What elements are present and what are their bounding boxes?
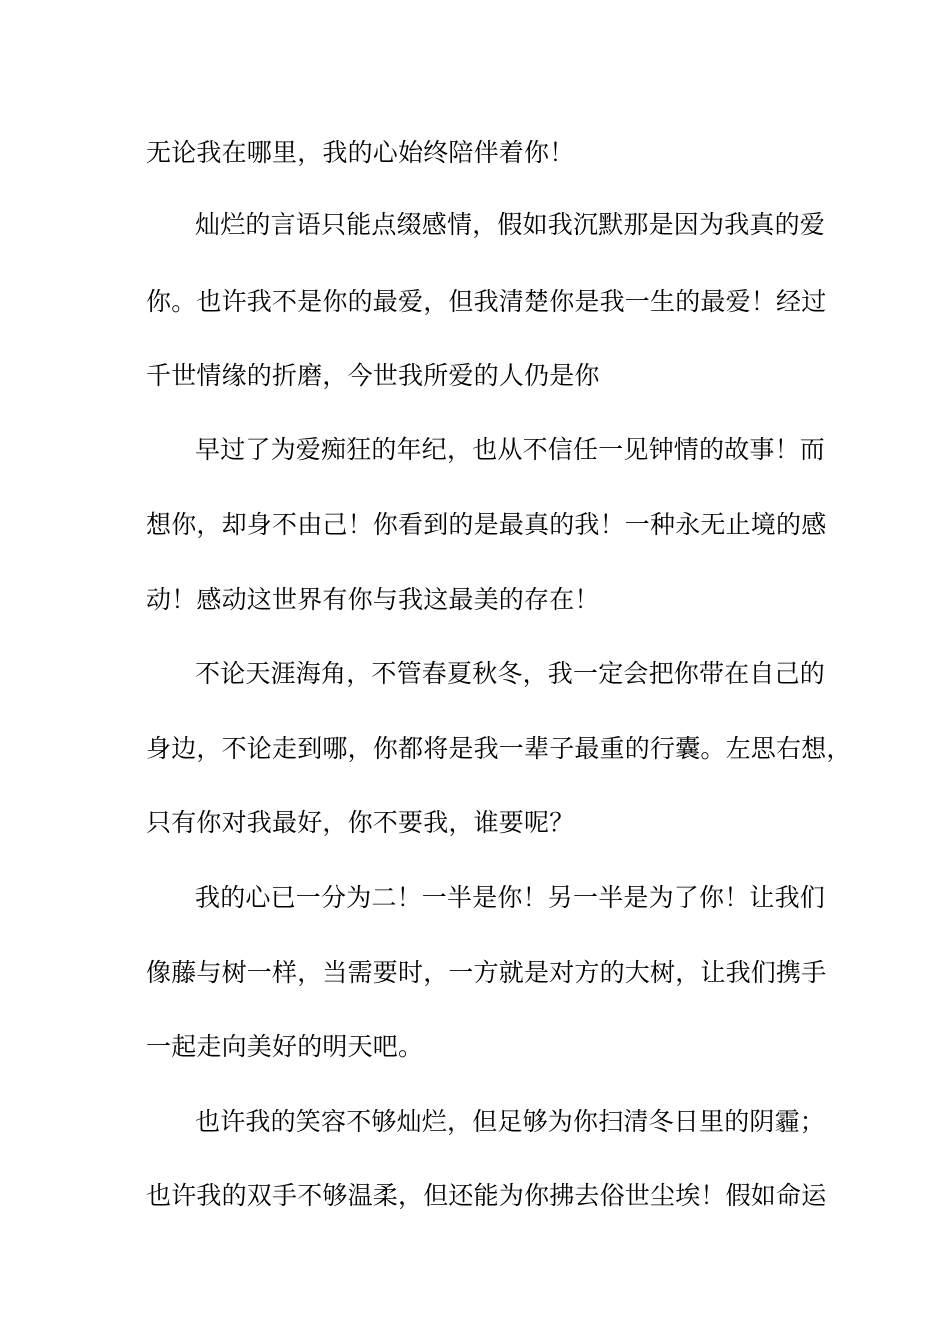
text-line: 只有你对我最好，你不要我，谁要呢？	[146, 808, 575, 837]
text-line: 想你，却身不由己！你看到的是最真的我！一种永无止境的感	[146, 510, 827, 539]
text-line: 动！感动这世界有你与我这最美的存在！	[146, 585, 600, 614]
text-line: 你。也许我不是你的最爱，但我清楚你是我一生的最爱！经过	[146, 287, 827, 316]
text-line: 不论天涯海角，不管春夏秋冬，我一定会把你带在自己的	[195, 659, 826, 688]
text-line: 我的心已一分为二！一半是你！另一半是为了你！让我们	[195, 883, 826, 912]
text-line: 一起走向美好的明天吧。	[146, 1032, 424, 1061]
text-line: 也许我的双手不够温柔，但还能为你拂去俗世尘埃！假如命运	[146, 1181, 827, 1210]
text-line: 像藤与树一样，当需要时，一方就是对方的大树，让我们携手	[146, 958, 827, 987]
text-line: 千世情缘的折磨，今世我所爱的人仍是你	[146, 361, 600, 390]
text-line: 身边，不论走到哪，你都将是我一辈子最重的行囊。左思右想，	[146, 734, 852, 763]
text-line: 无论我在哪里，我的心始终陪伴着你！	[146, 138, 575, 167]
text-line: 灿烂的言语只能点缀感情，假如我沉默那是因为我真的爱	[195, 210, 826, 239]
text-line: 也许我的笑容不够灿烂，但足够为你扫清冬日里的阴霾；	[195, 1107, 826, 1136]
text-line: 早过了为爱痴狂的年纪，也从不信任一见钟情的故事！而	[195, 435, 826, 464]
